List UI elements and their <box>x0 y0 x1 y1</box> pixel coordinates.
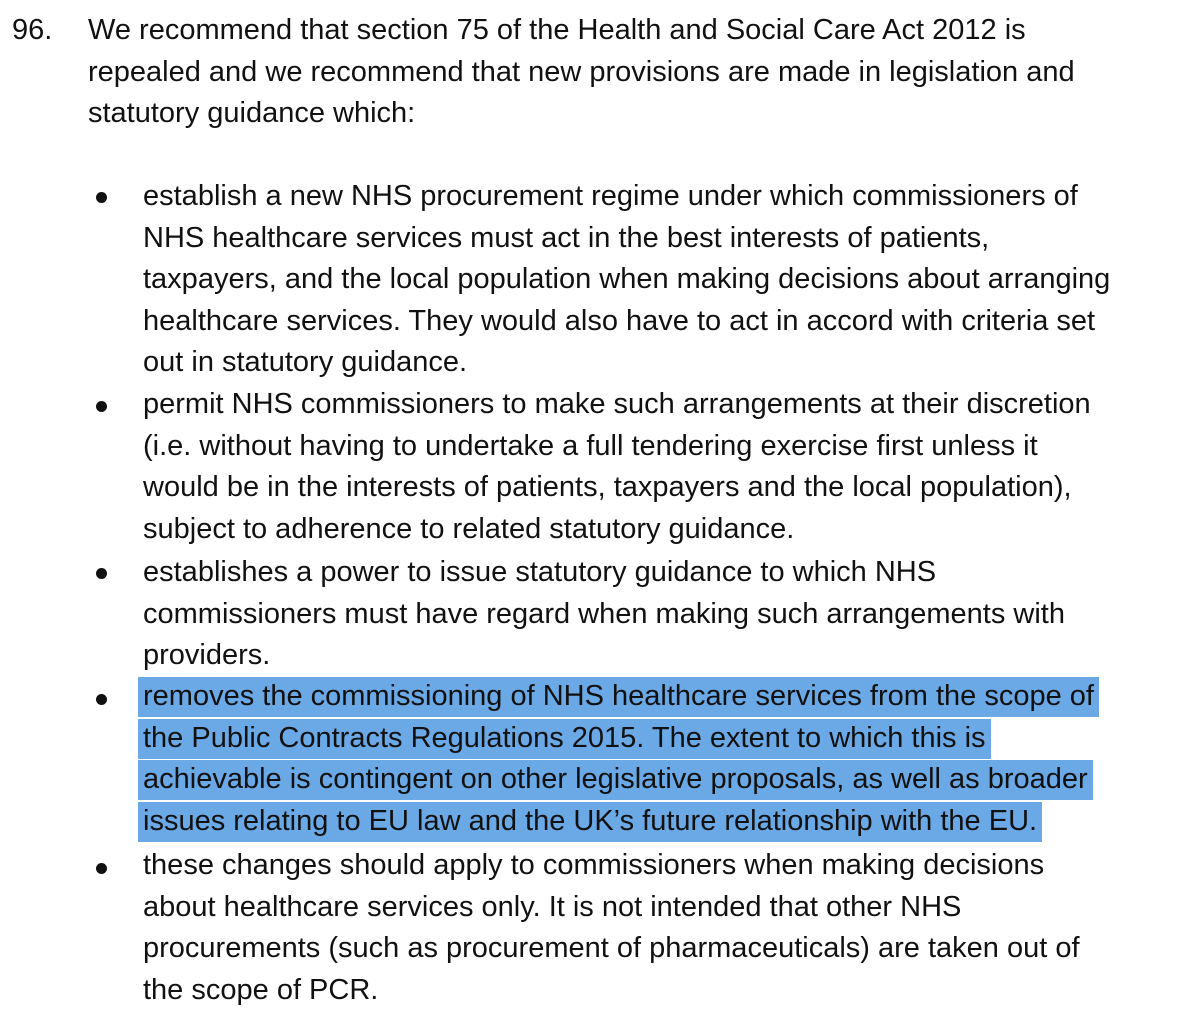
highlighted-line[interactable]: achievable is contingent on other legislative proposals, as well as broader <box>139 761 1092 799</box>
bullet-line: taxpayers, and the local population when making decisions about arranging <box>143 263 1111 295</box>
bullet-text <box>143 384 1193 550</box>
bullet-dot-icon <box>96 192 107 203</box>
bullet-line: establish a new NHS procurement regime under which commissioners of <box>143 180 1078 212</box>
highlighted-line[interactable]: removes the commissioning of NHS healthcare services from the scope of <box>139 678 1098 716</box>
bullet-line: these changes should apply to commissioners when making decisions <box>143 849 1045 881</box>
bullet-line: out in statutory guidance. <box>143 346 468 378</box>
bullet-text <box>143 552 1193 677</box>
bullet-line: commissioners must have regard when making such arrangements with <box>143 597 1065 630</box>
bullet-line: subject to adherence to related statutory guidance. <box>143 512 795 545</box>
bullet-line: procurements (such as procurement of pharmaceuticals) are taken out of <box>143 932 1080 964</box>
highlighted-line-wrap <box>143 759 1193 801</box>
bullet-line: providers. <box>143 639 271 671</box>
bullet-line: the scope of PCR. <box>143 973 379 1006</box>
bullet-dot-icon <box>96 401 107 412</box>
bullet-dot-icon <box>96 863 107 874</box>
highlighted-line-wrap <box>143 676 1193 718</box>
highlighted-line-wrap <box>143 801 1193 843</box>
bullet-line: (i.e. without having to undertake a full tendering exercise first unless it <box>143 429 1038 462</box>
bullet-line: healthcare services. They would also have to act in accord with criteria set <box>143 304 1096 337</box>
intro-line: We recommend that section 75 of the Health and Social Care Act 2012 is <box>88 14 1026 46</box>
paragraph-number: 96. <box>12 14 53 46</box>
highlighted-line[interactable]: issues relating to EU law and the UK’s future relationship with the EU. <box>139 803 1041 841</box>
intro-line: statutory guidance which: <box>88 97 416 129</box>
bullet-dot-icon <box>96 568 107 579</box>
bullet-line: would be in the interests of patients, taxpayers and the local population), <box>143 471 1072 503</box>
bullet-line: about healthcare services only. It is not intended that other NHS <box>143 890 962 923</box>
bullet-text <box>143 845 1193 1011</box>
bullet-text <box>143 176 1193 384</box>
highlighted-line-wrap <box>143 718 1193 760</box>
intro-line: repealed and we recommend that new provisions are made in legislation and <box>88 55 1075 88</box>
bullet-line: establishes a power to issue statutory guidance to which NHS <box>143 556 937 588</box>
bullet-text-highlighted[interactable] <box>143 676 1193 842</box>
bullet-line: NHS healthcare services must act in the best interests of patients, <box>143 221 990 254</box>
bullet-dot-icon <box>96 694 107 705</box>
highlighted-line[interactable]: the Public Contracts Regulations 2015. The extent to which this is <box>139 720 990 758</box>
bullet-line: permit NHS commissioners to make such arrangements at their discretion <box>143 388 1091 420</box>
